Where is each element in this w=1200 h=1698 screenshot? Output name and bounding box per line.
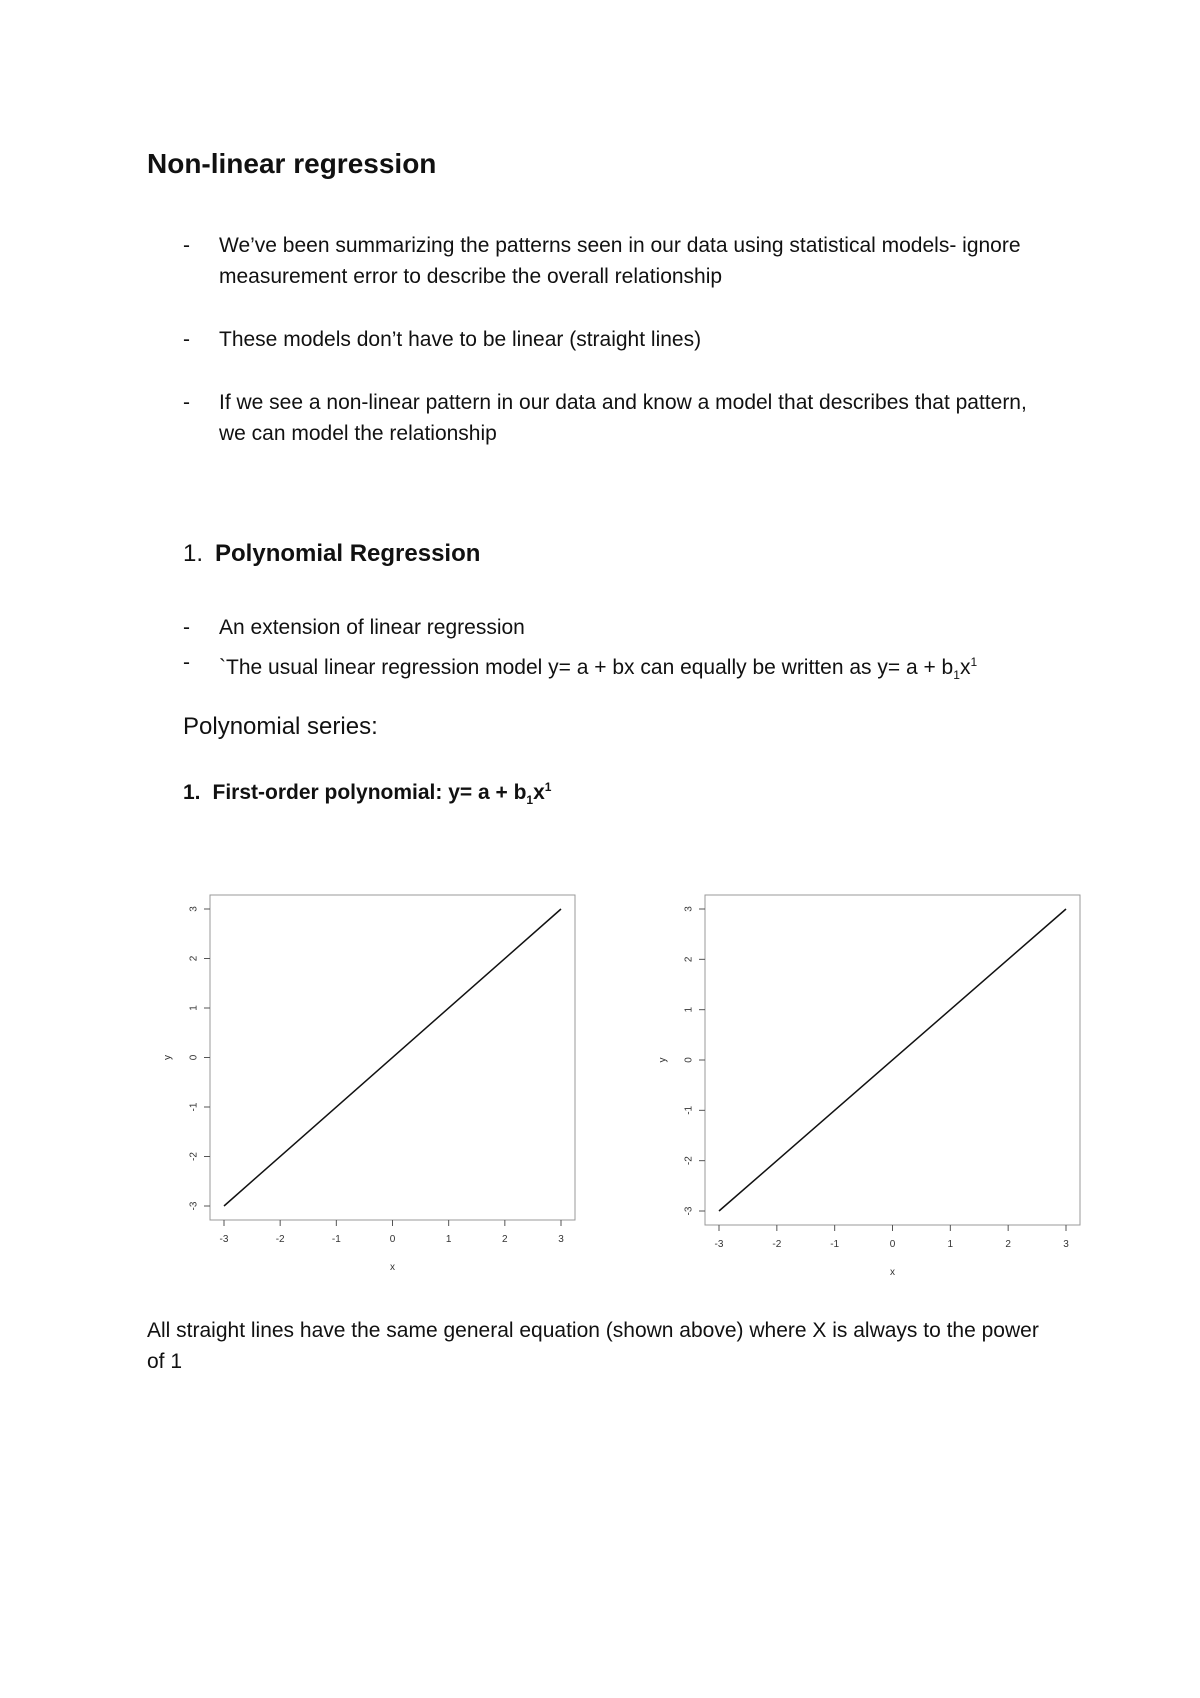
series-line — [719, 909, 1066, 1211]
chart-right-svg — [650, 880, 1090, 1290]
list-item — [147, 612, 1047, 643]
y-tick-label: -3 — [683, 1206, 695, 1216]
page-title: Non-linear regression — [147, 148, 437, 179]
y-tick-label: 3 — [683, 906, 695, 912]
intro-bullet-list — [147, 230, 1047, 481]
conclusion-text: All straight lines have the same general equation (shown above) where X is always to the power of 1 — [147, 1319, 1039, 1373]
y-tick-label: 2 — [683, 956, 695, 963]
y-tick-label: -1 — [683, 1105, 695, 1115]
y-tick-label: -1 — [188, 1102, 200, 1112]
y-axis-label: y — [657, 1057, 669, 1063]
chart-right — [650, 880, 1090, 1295]
x-tick-label: 1 — [947, 1239, 954, 1250]
subscript: 1 — [953, 668, 960, 683]
x-tick-label: 2 — [1005, 1239, 1011, 1250]
y-tick-label: 2 — [188, 955, 200, 962]
superscript: 1 — [970, 655, 978, 669]
section-number: 1. — [183, 540, 204, 567]
y-tick-label: -3 — [188, 1201, 200, 1211]
x-axis-label: x — [890, 1267, 895, 1278]
y-tick-label: 0 — [188, 1054, 200, 1061]
y-axis-label: y — [162, 1055, 174, 1060]
bullet-text: An extension of linear regression — [219, 616, 525, 639]
list-item — [147, 324, 1047, 355]
equation-prefix: `The usual linear regression model y= a + bx can equally be written as y= a + b — [219, 656, 954, 679]
chart-left — [155, 880, 585, 1285]
y-tick-label: 1 — [683, 1006, 695, 1013]
x-tick-label: -2 — [772, 1239, 782, 1250]
x-tick-label: 3 — [1063, 1239, 1069, 1250]
bullet-marker: - — [183, 391, 190, 414]
equation-prefix: First-order polynomial: y= a + b — [212, 781, 527, 804]
bullet-marker: - — [183, 328, 190, 351]
x-tick-label: 0 — [889, 1239, 896, 1250]
polynomial-series-heading: Polynomial series: — [183, 713, 378, 740]
series-line — [224, 909, 561, 1206]
x-tick-label: -2 — [275, 1234, 285, 1245]
y-tick-label: 0 — [683, 1057, 695, 1063]
x-tick-label: -3 — [714, 1239, 724, 1250]
list-item — [147, 230, 1047, 292]
section-label: Polynomial Regression — [215, 540, 481, 567]
y-tick-label: 1 — [188, 1005, 200, 1011]
x-tick-label: -1 — [830, 1239, 840, 1250]
subscript: 1 — [526, 793, 534, 808]
bullet-marker: - — [183, 616, 190, 639]
bullet-marker: - — [183, 651, 190, 674]
x-tick-label: 2 — [502, 1234, 508, 1245]
chart-left-svg — [155, 880, 585, 1280]
bullet-text: We’ve been summarizing the patterns seen in our data using statistical models- ignore measurement error to describe the overall relationship — [219, 234, 1021, 288]
bullet-text: These models don’t have to be linear (straight lines) — [219, 328, 702, 351]
superscript: 1 — [544, 780, 552, 794]
y-tick-label: 3 — [188, 906, 200, 912]
equation-variable: x — [959, 656, 971, 679]
list-item — [147, 647, 1047, 691]
x-tick-label: -1 — [331, 1234, 341, 1245]
list-item — [147, 387, 1047, 449]
item-number: 1. — [183, 781, 201, 804]
section-heading-polynomial-regression — [183, 540, 480, 568]
x-tick-label: 0 — [389, 1234, 396, 1245]
y-tick-label: -2 — [683, 1156, 695, 1166]
x-tick-label: -3 — [219, 1234, 229, 1245]
y-tick-label: -2 — [188, 1152, 200, 1161]
polynomial-bullet-list — [147, 612, 1047, 695]
bullet-marker: - — [183, 234, 190, 257]
x-tick-label: 3 — [558, 1234, 564, 1245]
x-axis-label: x — [390, 1262, 395, 1273]
first-order-heading — [183, 780, 551, 807]
bullet-text: If we see a non-linear pattern in our data and know a model that describes that pattern, we can model the relationship — [219, 391, 1027, 445]
equation-variable: x — [533, 781, 545, 804]
x-tick-label: 1 — [445, 1234, 452, 1245]
bullet-text — [219, 655, 978, 683]
